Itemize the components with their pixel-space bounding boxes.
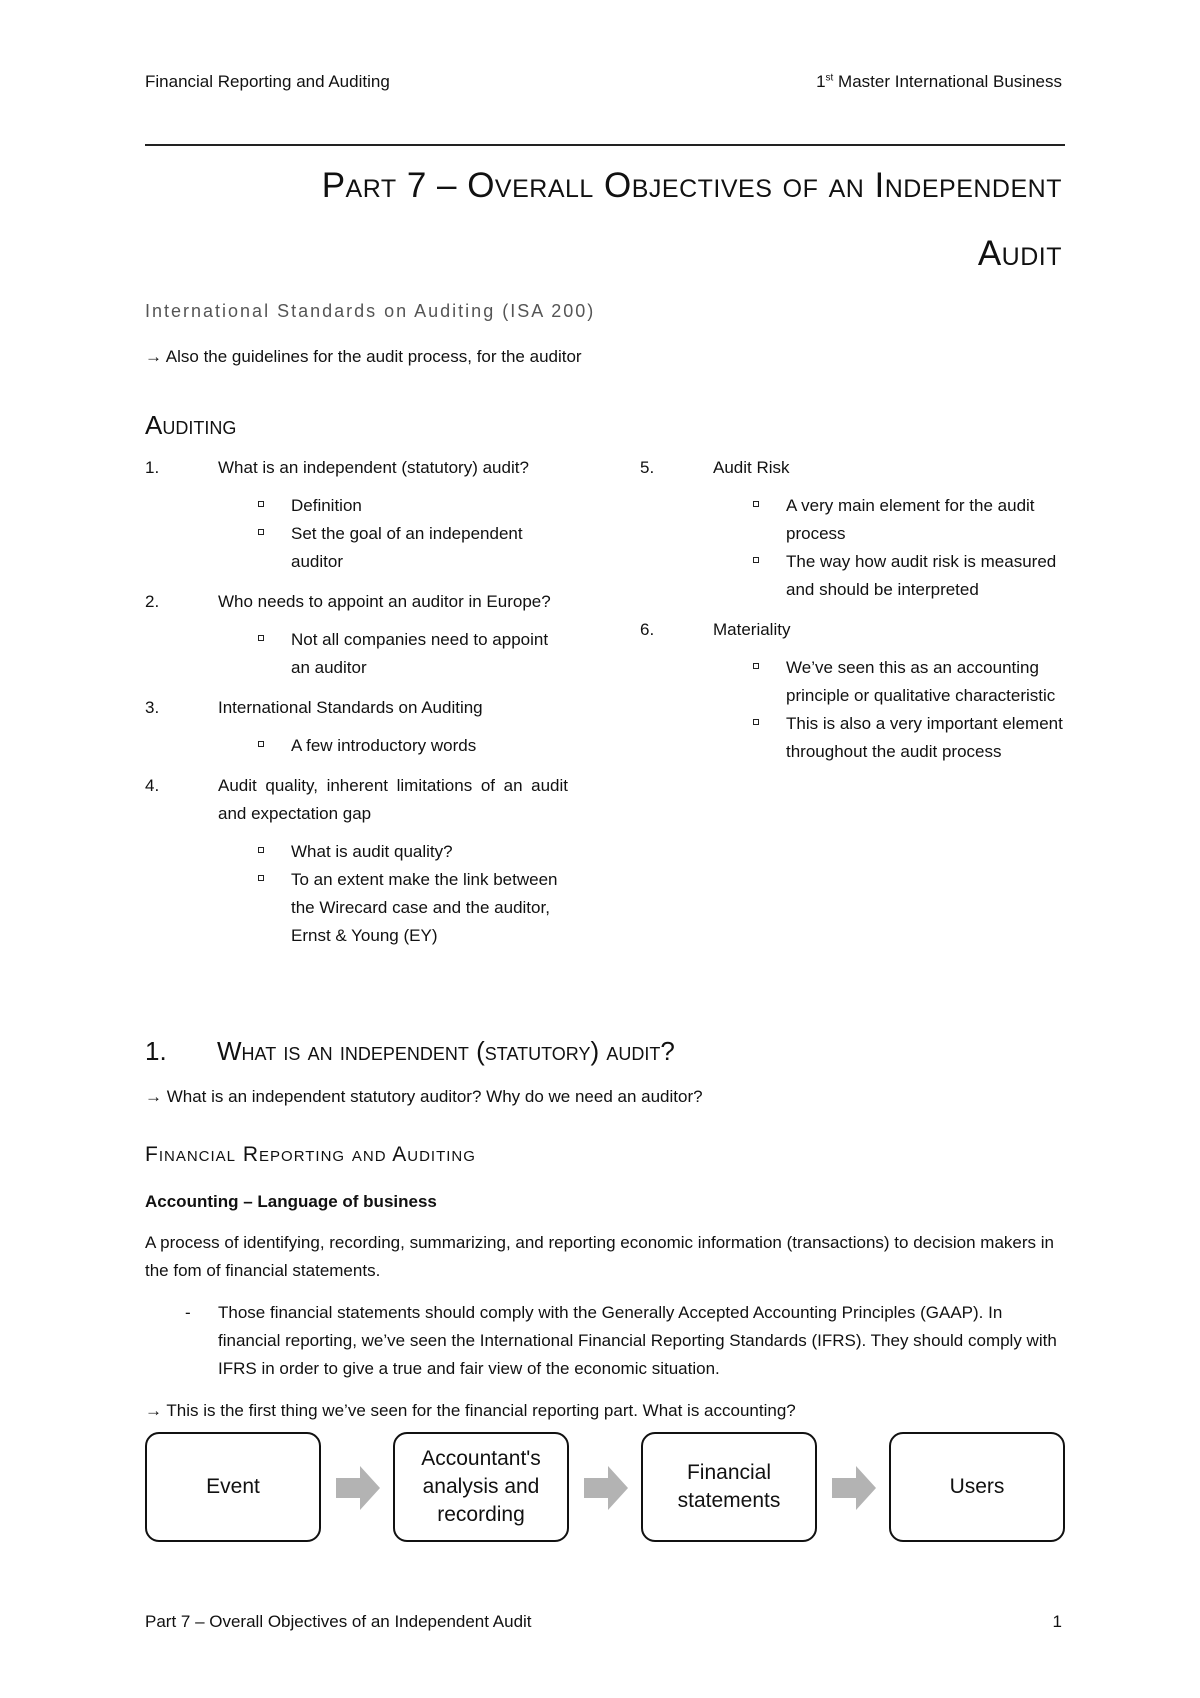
sub-item — [218, 838, 568, 866]
square-bullet-icon — [258, 635, 264, 641]
square-bullet-icon — [258, 875, 264, 881]
outline-item-number: 2. — [145, 592, 160, 611]
sub-item-text: Definition — [291, 496, 362, 515]
outline-left-column — [145, 454, 568, 962]
outline-item-text: Audit quality, inherent limitations of an audit and expectation gap — [218, 776, 568, 823]
square-bullet-icon — [753, 501, 759, 507]
outline-item-text: International Standards on Auditing — [218, 698, 483, 717]
outline-item-number: 6. — [640, 620, 655, 639]
square-bullet-icon — [753, 663, 759, 669]
intro-note: → Also the guidelines for the audit process, for the auditor — [145, 347, 582, 366]
outline-item — [145, 694, 568, 760]
accounting-definition: A process of identifying, recording, summarizing, and reporting economic information (transactions) to decision makers in the fom of financial statements. — [145, 1233, 1054, 1280]
accounting-flow-diagram — [145, 1432, 1065, 1546]
outline-item-number: 3. — [145, 698, 160, 717]
running-header-right: 1st Master International Business — [816, 72, 1062, 91]
sub-list — [713, 492, 1065, 604]
sub-item-text: To an extent make the link between the Wirecard case and the auditor, Ernst & Young (EY) — [291, 870, 558, 945]
page-title: Part 7 – Overall Objectives of an Independent Audit — [321, 166, 1062, 273]
subtitle: International Standards on Auditing (ISA 200) — [145, 301, 596, 321]
outline-item — [640, 454, 1065, 604]
accounting-label: Accounting – Language of business — [145, 1192, 437, 1211]
sub-item — [713, 492, 1065, 548]
flow-step: Users — [889, 1432, 1065, 1542]
right-arrow-icon — [584, 1466, 628, 1510]
sub-item-text: Not all companies need to appoint an auditor — [291, 630, 549, 677]
sub-item-text: This is also a very important element throughout the audit process — [786, 714, 1063, 761]
outline-list — [640, 454, 1065, 766]
sub-item-text: What is audit quality? — [291, 842, 453, 861]
outline-item — [145, 772, 568, 950]
sub-item-text: A few introductory words — [291, 736, 477, 755]
right-arrow-icon — [832, 1466, 876, 1510]
outline-item — [145, 588, 568, 682]
sub-item — [218, 492, 568, 520]
outline-item-text: Materiality — [713, 620, 791, 639]
outline-item-number: 4. — [145, 776, 160, 795]
sub-item — [218, 866, 568, 950]
square-bullet-icon — [753, 719, 759, 725]
sub-item — [713, 710, 1065, 766]
flow-step: Event — [145, 1432, 321, 1542]
sub-item — [713, 654, 1065, 710]
outline-item-text: Audit Risk — [713, 458, 790, 477]
sub-item-text: The way how audit risk is measured and should be interpreted — [786, 552, 1057, 599]
square-bullet-icon — [753, 557, 759, 563]
square-bullet-icon — [258, 501, 264, 507]
outline-item — [640, 616, 1065, 766]
sub-list — [713, 654, 1065, 766]
sub-item — [713, 548, 1065, 604]
dash-list-item: - Those financial statements should comply with the Generally Accepted Accounting Principles (GAAP). In financial reporting, we’ve seen the International Financial Reporting Standards (IFRS). They should comply with IFRS in order to give a true and fair view of the economic situation. — [185, 1303, 1057, 1378]
square-bullet-icon — [258, 529, 264, 535]
outline-list — [145, 454, 568, 950]
section-1-heading: 1. What is an independent (statutory) audit? — [145, 1036, 675, 1066]
outline-item-number: 5. — [640, 458, 655, 477]
outline-item-number: 1. — [145, 458, 160, 477]
right-arrow-icon — [336, 1466, 380, 1510]
closing-note: → This is the first thing we’ve seen for the financial reporting part. What is accounting? — [145, 1401, 796, 1420]
outline-item-text: What is an independent (statutory) audit? — [218, 458, 529, 477]
outline-item — [145, 454, 568, 576]
sub-list — [218, 626, 568, 682]
header-rule — [145, 144, 1065, 146]
square-bullet-icon — [258, 741, 264, 747]
square-bullet-icon — [258, 847, 264, 853]
subsection-heading: Financial Reporting and Auditing — [145, 1143, 476, 1166]
sub-item-text: Set the goal of an independent auditor — [291, 524, 523, 571]
running-header-left: Financial Reporting and Auditing — [145, 72, 390, 91]
flow-step: Accountant's analysis and recording — [393, 1432, 569, 1542]
flow-step: Financial statements — [641, 1432, 817, 1542]
section-1-note: → What is an independent statutory auditor? Why do we need an auditor? — [145, 1087, 703, 1106]
sub-item-text: A very main element for the audit process — [786, 496, 1035, 543]
page-number: 1 — [1052, 1612, 1062, 1631]
sub-list — [218, 492, 568, 576]
auditing-heading: Auditing — [145, 410, 237, 440]
sub-item — [218, 732, 568, 760]
sub-item — [218, 626, 568, 682]
outline-right-column — [640, 454, 1065, 778]
sub-list — [218, 838, 568, 950]
sub-item-text: We’ve seen this as an accounting principle or qualitative characteristic — [786, 658, 1056, 705]
sub-list — [218, 732, 568, 760]
footer-title: Part 7 – Overall Objectives of an Independent Audit — [145, 1612, 532, 1631]
sub-item — [218, 520, 568, 576]
outline-item-text: Who needs to appoint an auditor in Europe? — [218, 592, 551, 611]
